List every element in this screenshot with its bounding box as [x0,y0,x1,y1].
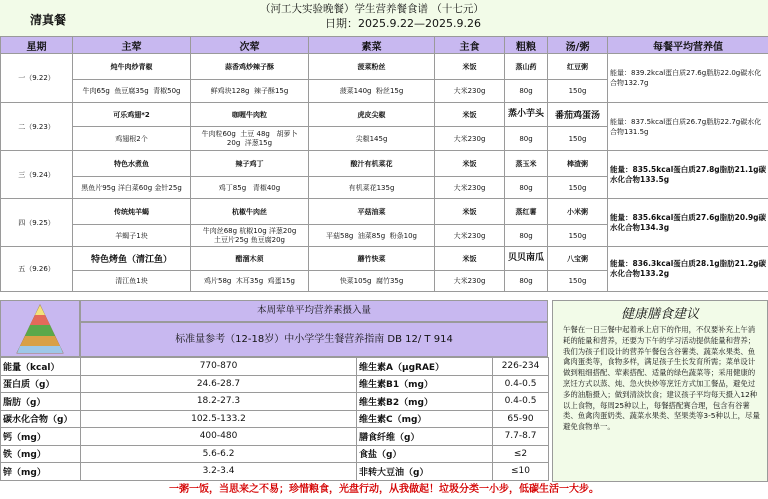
grain-amount: 80g [505,127,548,151]
table-row: 锌（mg） 3.2-3.4 非转大豆油（g） ≤10 [1,463,549,481]
table-row: 钙（mg） 400-480 膳食纤维（g） 7.7-8.7 [1,428,549,446]
staple-amount: 大米230g [435,225,505,247]
weekly-heading: 本周荤单平均营养素摄入量 [80,300,548,322]
footer-slogan: 一粥一饭，当思来之不易；珍惜粮食，光盘行动，从我做起！垃圾分类一小步，低碳生活一大步。 [0,482,768,499]
second-dish: 蒜香鸡炒辣子酥 [191,54,309,80]
second-dish: 醋溜木须 [191,247,309,271]
second-ingredients: 鲜鸡块128g 辣子酥15g [191,80,309,103]
soup: 小米粥 [548,199,608,225]
staple: 米饭 [435,151,505,177]
day-cell: 四（9.25） [1,199,73,247]
day-cell: 三（9.24） [1,151,73,199]
table-row: 蛋白质（g） 24.6-28.7 维生素B1（mg） 0.4-0.5 [1,375,549,393]
col-header: 粗粮 [505,37,548,54]
staple: 米饭 [435,199,505,225]
veg-dish: 酸汁有机菜花 [309,151,435,177]
veg-dish: 菠菜粉丝 [309,54,435,80]
dish-row [1,247,768,271]
day-cell: 五（9.26） [1,247,73,292]
main-ingredients: 黑鱼片95g 洋白菜60g 金针25g [73,177,191,199]
veg-dish: 蘑竹快菜 [309,247,435,271]
veg-ingredients: 快菜105g 腐竹35g [309,271,435,292]
table-row: 能量（kcal） 770-870 维生素A（μgRAE） 226-234 [1,358,549,376]
meal-type-label: 清真餐 [30,13,67,27]
dish-row [1,103,768,127]
veg-ingredients: 尖椒145g [309,127,435,151]
second-ingredients: 鸡丁85g 青椒40g [191,177,309,199]
main-dish: 特色水煮鱼 [73,151,191,177]
second-ingredients: 牛肉粒60g 土豆 48g 胡萝卜 20g 洋葱15g [191,127,309,151]
nutrient-standard-table [0,357,549,481]
staple: 米饭 [435,247,505,271]
second-dish: 辣子鸡丁 [191,151,309,177]
second-dish: 杭椒牛肉丝 [191,199,309,225]
soup: 八宝粥 [548,247,608,271]
staple: 米饭 [435,103,505,127]
nutrition-cell: 能量：835.5kcal蛋白质27.8g脂肪21.1g碳水化合物133.5g [608,151,768,199]
grain: 蒸山药 [505,54,548,80]
col-header: 主食 [435,37,505,54]
main-ingredients: 牛肉65g 鱼豆腐35g 青椒50g [73,80,191,103]
second-ingredients: 鸡片58g 木耳35g 鸡蛋15g [191,271,309,292]
soup-amount: 150g [548,271,608,292]
grain: 蒸小芋头 [505,103,548,127]
dish-row [1,54,768,80]
col-header: 每餐平均营养值 [608,37,768,54]
col-header: 汤/粥 [548,37,608,54]
advice-text: 午餐在一日三餐中起着承上启下的作用，不仅要补充上午消耗的能量和营养，还要为下午的学习活动提供能量和营养；我们为孩子们设计的营养午餐包含谷薯类、蔬菜水果类、鱼禽肉蛋类等，食物多样，满足孩子生长发育所需；菜单设计做到粗细搭配、荤素搭配、适量的绿色蔬菜等；采用健康的烹饪方式以蒸、炖、急火快炒等烹饪方式加工餐品，避免过多的油脂摄入；做到清淡饮食；建议孩子平均每天摄入12种以上食物，每周25种以上，每餐搭配赛合理，包含有谷薯类、鱼禽肉蛋奶类、蔬菜水果类、坚果类等3-5种以上，尽量避免食物单一。 [563,325,760,432]
main-ingredients: 羊蝎子1块 [73,225,191,247]
nutrition-cell: 能量：837.5kcal蛋白质26.7g脂肪22.7g碳水化合物131.5g [608,103,768,151]
main-dish: 特色烤鱼（清江鱼） [73,247,191,271]
col-header: 主荤 [73,37,191,54]
staple-amount: 大米230g [435,127,505,151]
diet-advice-panel [552,300,768,482]
main-dish: 炖牛肉炒青椒 [73,54,191,80]
veg-ingredients: 平菇58g 油菜85g 粉条10g [309,225,435,247]
col-header: 星期 [1,37,73,54]
nutrition-cell: 能量：836.3kcal蛋白质28.1g脂肪21.2g碳水化合物133.2g [608,247,768,292]
soup: 棒渣粥 [548,151,608,177]
staple-amount: 大米230g [435,271,505,292]
staple: 米饭 [435,54,505,80]
main-dish: 可乐鸡翅*2 [73,103,191,127]
veg-ingredients: 菠菜140g 粉丝15g [309,80,435,103]
weekly-summary-section [0,300,768,482]
main-dish: 传统炖羊蝎 [73,199,191,225]
grain: 贝贝南瓜 [505,247,548,271]
nutrition-cell: 能量：839.2kcal蛋白质27.6g脂肪22.0g碳水化合物132.7g [608,54,768,103]
col-header: 素菜 [309,37,435,54]
veg-ingredients: 有机菜花135g [309,177,435,199]
soup-amount: 150g [548,225,608,247]
table-row: 碳水化合物（g） 102.5-133.2 维生素C（mg） 65-90 [1,410,549,428]
grain-amount: 80g [505,177,548,199]
second-dish: 咖喱牛肉粒 [191,103,309,127]
menu-header [0,0,768,37]
grain: 蒸玉米 [505,151,548,177]
main-ingredients: 鸡翅根2个 [73,127,191,151]
menu-date: 日期：2025.9.22—2025.9.26 [325,17,481,30]
table-row: 脂肪（g） 18.2-27.3 维生素B2（mg） 0.4-0.5 [1,393,549,411]
day-cell: 二（9.23） [1,103,73,151]
main-ingredients: 清江鱼1块 [73,271,191,292]
dish-row [1,199,768,225]
veg-dish: 平菇油菜 [309,199,435,225]
second-ingredients: 牛肉丝68g 杭椒10g 洋葱20g 土豆片25g 鱼豆腐20g [191,225,309,247]
dish-row [1,151,768,177]
menu-title: （河工大实验晚餐）学生营养餐食谱 （十七元） [260,3,484,15]
grain: 蒸红薯 [505,199,548,225]
soup-amount: 150g [548,127,608,151]
standard-reference: 标准量参考（12-18岁）中小学学生餐营养指南 DB 12/ T 914 [80,322,548,357]
nutrition-cell: 能量：835.6kcal蛋白质27.6g脂肪20.9g碳水化合物134.3g [608,199,768,247]
table-row: 铁（mg） 5.6-6.2 食盐（g） ≤2 [1,445,549,463]
soup: 番茄鸡蛋汤 [548,103,608,127]
advice-heading: 健康膳食建议 [620,307,699,322]
food-pyramid-icon [0,300,80,357]
soup: 红豆粥 [548,54,608,80]
staple-amount: 大米230g [435,80,505,103]
staple-amount: 大米230g [435,177,505,199]
veg-dish: 虎皮尖椒 [309,103,435,127]
weekly-menu-table [0,36,768,292]
grain-amount: 80g [505,225,548,247]
day-cell: 一（9.22） [1,54,73,103]
grain-amount: 80g [505,80,548,103]
grain-amount: 80g [505,271,548,292]
col-header: 次荤 [191,37,309,54]
soup-amount: 150g [548,177,608,199]
menu-header-row [1,37,768,54]
soup-amount: 150g [548,80,608,103]
